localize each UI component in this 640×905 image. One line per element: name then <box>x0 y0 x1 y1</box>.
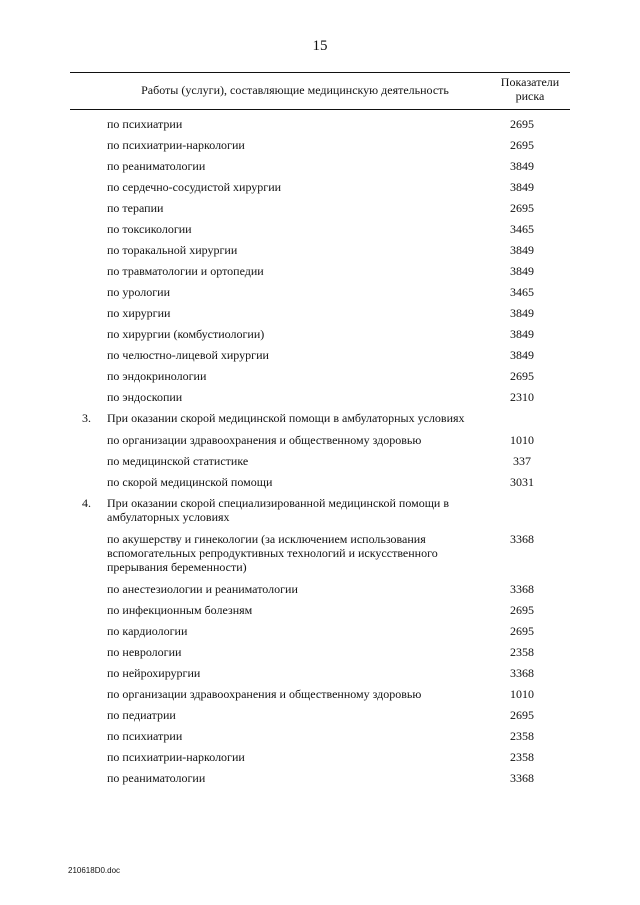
table-row <box>0 582 640 596</box>
row-name: по хирургии (комбустиологии) <box>107 327 265 341</box>
row-name: по хирургии <box>107 306 171 320</box>
column-header-risk-line1: Показатели <box>500 75 560 89</box>
row-name: по реаниматологии <box>107 771 206 785</box>
table-row <box>0 771 640 785</box>
row-number: 3. <box>82 411 91 425</box>
row-name: по травматологии и ортопедии <box>107 264 264 278</box>
row-risk-value: 2695 <box>510 201 534 215</box>
table-row <box>0 666 640 680</box>
row-name: по токсикологии <box>107 222 192 236</box>
row-name: по организации здравоохранения и общественному здоровью <box>107 687 422 701</box>
table-row <box>0 532 640 574</box>
row-name: по неврологии <box>107 645 182 659</box>
row-risk-value: 2695 <box>510 138 534 152</box>
row-risk-value: 3368 <box>510 666 534 680</box>
table-row <box>0 285 640 299</box>
row-risk-value: 3368 <box>510 532 534 546</box>
row-name: по акушерству и гинекологии (за исключением использования вспомогательных репродуктивных технологий и искусственного прерывания беременности) <box>107 532 438 574</box>
table-row <box>0 327 640 341</box>
table-row <box>0 454 640 468</box>
row-name: При оказании скорой специализированной медицинской помощи в амбулаторных условиях <box>107 496 450 524</box>
table-row <box>0 411 640 425</box>
row-risk-value: 2695 <box>510 708 534 722</box>
table-row <box>0 348 640 362</box>
row-risk-value: 3849 <box>510 327 534 341</box>
table-row <box>0 750 640 764</box>
row-name: по кардиологии <box>107 624 188 638</box>
table-row <box>0 138 640 152</box>
row-name: по эндоскопии <box>107 390 183 404</box>
table-row <box>0 603 640 617</box>
table-row <box>0 306 640 320</box>
document-filename: 210618D0.doc <box>68 866 121 875</box>
table-row <box>0 645 640 659</box>
row-name: по реаниматологии <box>107 159 206 173</box>
table-row <box>0 222 640 236</box>
row-risk-value: 2358 <box>510 750 534 764</box>
table-row <box>0 475 640 489</box>
row-risk-value: 2695 <box>510 603 534 617</box>
row-risk-value: 3465 <box>510 222 534 236</box>
table-row <box>0 243 640 257</box>
row-risk-value: 3849 <box>510 306 534 320</box>
row-risk-value: 2358 <box>510 729 534 743</box>
row-name: по медицинской статистике <box>107 454 249 468</box>
row-risk-value: 3031 <box>510 475 534 489</box>
row-name: по скорой медицинской помощи <box>107 475 273 489</box>
table-row <box>0 708 640 722</box>
row-risk-value: 2695 <box>510 117 534 131</box>
row-name: по анестезиологии и реаниматологии <box>107 582 298 596</box>
table-row <box>0 624 640 638</box>
row-name: по психиатрии <box>107 117 183 131</box>
row-risk-value: 3849 <box>510 264 534 278</box>
row-name: по торакальной хирургии <box>107 243 238 257</box>
table-row <box>0 117 640 131</box>
table-row <box>0 159 640 173</box>
row-risk-value: 337 <box>513 454 531 468</box>
row-name: по челюстно-лицевой хирургии <box>107 348 269 362</box>
row-name: по нейрохирургии <box>107 666 201 680</box>
table-row <box>0 264 640 278</box>
table-row <box>0 729 640 743</box>
row-name: по психиатрии-наркологии <box>107 750 245 764</box>
row-name: по сердечно-сосудистой хирургии <box>107 180 282 194</box>
column-header-works: Работы (услуги), составляющие медицинскую деятельность <box>141 83 449 97</box>
row-risk-value: 2695 <box>510 624 534 638</box>
column-header-risk <box>490 75 570 103</box>
table-row <box>0 687 640 701</box>
row-name: При оказании скорой медицинской помощи в амбулаторных условиях <box>107 411 465 425</box>
row-risk-value: 3849 <box>510 243 534 257</box>
row-risk-value: 1010 <box>510 687 534 701</box>
row-risk-value: 3465 <box>510 285 534 299</box>
row-name: по эндокринологии <box>107 369 207 383</box>
row-risk-value: 1010 <box>510 433 534 447</box>
table-row <box>0 180 640 194</box>
table-body <box>0 117 640 792</box>
table-row <box>0 496 640 524</box>
row-name: по терапии <box>107 201 164 215</box>
row-risk-value: 3368 <box>510 582 534 596</box>
table-row <box>0 433 640 447</box>
page-number: 15 <box>312 38 328 54</box>
table-row <box>0 201 640 215</box>
row-risk-value: 3849 <box>510 159 534 173</box>
row-risk-value: 3849 <box>510 348 534 362</box>
column-header-risk-line2: риска <box>515 89 545 103</box>
row-name: по педиатрии <box>107 708 176 722</box>
row-risk-value: 3368 <box>510 771 534 785</box>
table-row <box>0 369 640 383</box>
row-risk-value: 2695 <box>510 369 534 383</box>
row-name: по организации здравоохранения и общественному здоровью <box>107 433 422 447</box>
row-risk-value: 3849 <box>510 180 534 194</box>
table-header <box>70 72 570 110</box>
row-name: по инфекционным болезням <box>107 603 253 617</box>
row-name: по психиатрии-наркологии <box>107 138 245 152</box>
row-name: по психиатрии <box>107 729 183 743</box>
row-number: 4. <box>82 496 91 510</box>
row-risk-value: 2358 <box>510 645 534 659</box>
table-row <box>0 390 640 404</box>
row-risk-value: 2310 <box>510 390 534 404</box>
row-name: по урологии <box>107 285 171 299</box>
